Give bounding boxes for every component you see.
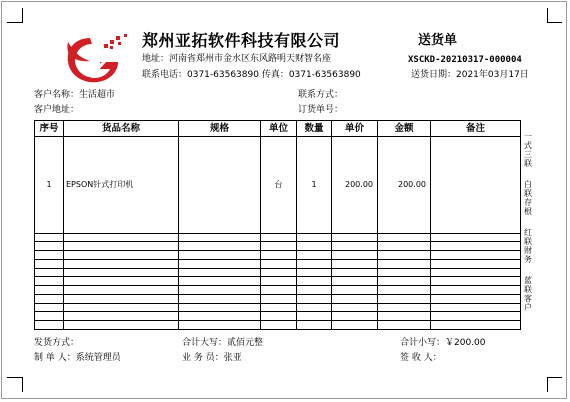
cell-quantity	[297, 277, 332, 286]
copy-distribution-labels	[521, 120, 535, 330]
cell-product	[64, 242, 179, 251]
cell-spec	[179, 294, 261, 303]
table-row	[35, 268, 521, 277]
order-number: 订货单号：	[298, 105, 344, 115]
table-row	[35, 321, 521, 330]
cell-amount	[378, 242, 431, 251]
cell-unit-price	[332, 242, 378, 251]
cell-quantity: 1	[297, 137, 332, 234]
cell-unit-price	[332, 321, 378, 330]
cell-spec	[179, 242, 261, 251]
cell-quantity	[297, 321, 332, 330]
cell-unit	[261, 321, 297, 330]
items-table	[34, 120, 521, 330]
cell-spec	[179, 277, 261, 286]
cell-spec	[179, 268, 261, 277]
col-header-unit: 单位	[261, 121, 297, 137]
cell-index	[35, 251, 64, 260]
crop-mark-br-h	[547, 377, 562, 378]
cell-quantity	[297, 242, 332, 251]
document-title: 送货单	[418, 33, 458, 48]
cell-product: EPSON针式打印机	[64, 137, 179, 234]
crop-mark-tl-v	[22, 8, 23, 23]
cell-quantity	[297, 303, 332, 312]
col-header-amount: 金额	[378, 121, 431, 137]
table-row	[35, 242, 521, 251]
cell-product	[64, 321, 179, 330]
cell-index	[35, 286, 64, 295]
cell-amount	[378, 286, 431, 295]
table-row	[35, 259, 521, 268]
cell-unit	[261, 251, 297, 260]
cell-index	[35, 259, 64, 268]
cell-index	[35, 268, 64, 277]
cell-spec	[179, 286, 261, 295]
cell-product	[64, 259, 179, 268]
table-row	[35, 303, 521, 312]
col-header-index: 序号	[35, 121, 64, 137]
cell-amount	[378, 294, 431, 303]
cell-quantity	[297, 233, 332, 242]
company-address: 地址：河南省郑州市金水区东风路明天财智名座	[142, 54, 332, 64]
col-header-product: 货品名称	[64, 121, 179, 137]
table-row	[35, 233, 521, 242]
crop-mark-tr-h	[547, 22, 562, 23]
crop-mark-bl-h	[7, 377, 22, 378]
cell-remarks	[431, 321, 521, 330]
cell-remarks	[431, 286, 521, 295]
cell-product	[64, 251, 179, 260]
cell-index: 1	[35, 137, 64, 234]
cell-unit-price: 200.00	[332, 137, 378, 234]
cell-index	[35, 277, 64, 286]
crop-mark-tl-h	[7, 22, 22, 23]
cell-amount	[378, 277, 431, 286]
cell-remarks	[431, 233, 521, 242]
cell-remarks	[431, 294, 521, 303]
customer-name: 客户名称：生活超市	[34, 90, 116, 100]
col-header-remarks: 备注	[431, 121, 521, 137]
salesperson: 业 务 员：张亚	[182, 353, 242, 363]
customer-address: 客户地址：	[34, 105, 80, 115]
cell-unit-price	[332, 312, 378, 321]
table-row	[35, 286, 521, 295]
col-header-spec: 规格	[179, 121, 261, 137]
cell-index	[35, 321, 64, 330]
cell-quantity	[297, 268, 332, 277]
cell-unit-price	[332, 294, 378, 303]
cell-product	[64, 233, 179, 242]
company-name: 郑州亚拓软件科技有限公司	[142, 31, 341, 50]
cell-amount	[378, 321, 431, 330]
cell-product	[64, 286, 179, 295]
company-phone-fax: 联系电话：0371-63563890 传真：0371-63563890	[142, 70, 361, 80]
col-header-unit-price: 单价	[332, 121, 378, 137]
side-label-red: 红联财务	[524, 228, 532, 264]
cell-spec	[179, 321, 261, 330]
cell-quantity	[297, 251, 332, 260]
cell-remarks	[431, 259, 521, 268]
cell-index	[35, 303, 64, 312]
cell-remarks	[431, 242, 521, 251]
cell-amount	[378, 251, 431, 260]
cell-unit	[261, 233, 297, 242]
side-label-white: 白联存根	[524, 180, 532, 216]
cell-quantity	[297, 259, 332, 268]
cell-unit	[261, 242, 297, 251]
signed-by: 签 收 人：	[400, 353, 442, 363]
table-row	[35, 294, 521, 303]
cell-unit	[261, 268, 297, 277]
table-header-row	[35, 121, 521, 137]
cell-amount	[378, 312, 431, 321]
document-number: XSCKD-20210317-000004	[408, 55, 522, 65]
cell-amount	[378, 268, 431, 277]
cell-spec	[179, 312, 261, 321]
cell-unit-price	[332, 251, 378, 260]
cell-unit	[261, 286, 297, 295]
cell-remarks	[431, 312, 521, 321]
cell-index	[35, 233, 64, 242]
cell-spec	[179, 233, 261, 242]
crop-mark-tr-v	[547, 8, 548, 23]
cell-quantity	[297, 294, 332, 303]
shipping-method: 发货方式：	[34, 338, 80, 348]
crop-mark-br-v	[547, 377, 548, 392]
cell-unit-price	[332, 259, 378, 268]
table-row	[35, 137, 521, 234]
cell-index	[35, 294, 64, 303]
cell-product	[64, 268, 179, 277]
cell-product	[64, 294, 179, 303]
cell-remarks	[431, 251, 521, 260]
prepared-by: 制 单 人：系统管理员	[34, 353, 121, 363]
cell-unit: 台	[261, 137, 297, 234]
cell-amount: 200.00	[378, 137, 431, 234]
table-row	[35, 251, 521, 260]
cell-remarks	[431, 268, 521, 277]
table-row	[35, 277, 521, 286]
cell-index	[35, 312, 64, 321]
cell-unit	[261, 303, 297, 312]
cell-unit	[261, 259, 297, 268]
cell-product	[64, 312, 179, 321]
cell-amount	[378, 303, 431, 312]
cell-unit	[261, 277, 297, 286]
cell-amount	[378, 233, 431, 242]
total-in-words: 合计大写：贰佰元整	[182, 338, 264, 348]
cell-remarks	[431, 303, 521, 312]
cell-unit-price	[332, 286, 378, 295]
total-in-figures: 合计小写：￥200.00	[400, 338, 486, 348]
cell-unit-price	[332, 303, 378, 312]
cell-amount	[378, 259, 431, 268]
cell-index	[35, 242, 64, 251]
contact-method: 联系方式：	[298, 90, 344, 100]
cell-spec	[179, 137, 261, 234]
col-header-quantity: 数量	[297, 121, 332, 137]
crop-mark-bl-v	[22, 377, 23, 392]
cell-remarks	[431, 277, 521, 286]
cell-product	[64, 303, 179, 312]
cell-quantity	[297, 286, 332, 295]
side-label-blue: 蓝联客户	[524, 276, 532, 312]
cell-unit	[261, 312, 297, 321]
cell-unit-price	[332, 277, 378, 286]
cell-unit	[261, 294, 297, 303]
cell-spec	[179, 259, 261, 268]
cell-quantity	[297, 312, 332, 321]
side-label-copies: 一式三联	[524, 132, 532, 168]
cell-unit-price	[332, 233, 378, 242]
cell-spec	[179, 303, 261, 312]
cell-product	[64, 277, 179, 286]
delivery-date: 送货日期：2021年03月17日	[411, 70, 529, 80]
cell-spec	[179, 251, 261, 260]
cell-unit-price	[332, 268, 378, 277]
table-row	[35, 312, 521, 321]
cell-remarks	[431, 137, 521, 234]
company-logo-icon	[58, 28, 134, 88]
